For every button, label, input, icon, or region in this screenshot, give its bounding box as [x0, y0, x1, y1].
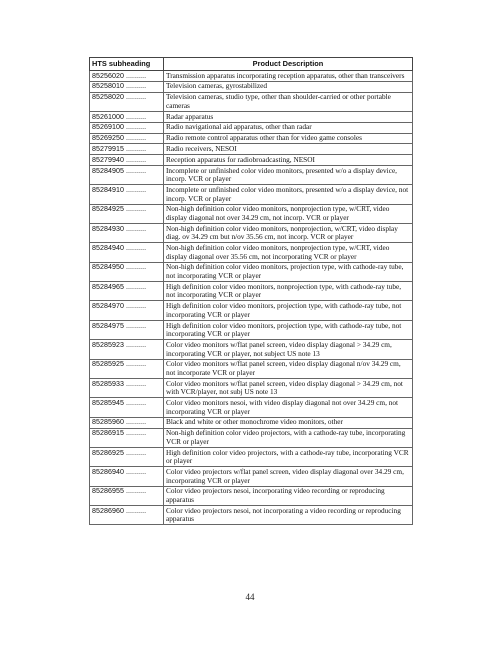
- hts-code-cell: 85261000 ..........: [90, 111, 164, 122]
- hts-code-cell: 85284910 ..........: [90, 185, 164, 204]
- hts-code-cell: 85284970 ..........: [90, 301, 164, 320]
- product-description-cell: Radio receivers, NESOI: [164, 144, 413, 155]
- table-row: [90, 486, 413, 505]
- product-description-cell: High definition color video monitors, projection type, with cathode-ray tube, not incorporating VCR or player: [164, 301, 413, 320]
- hts-code-cell: 85284965 ..........: [90, 282, 164, 301]
- hts-code-cell: 85284940 ..........: [90, 243, 164, 262]
- product-description-cell: Radar apparatus: [164, 111, 413, 122]
- table-row: [90, 155, 413, 166]
- table-body: [90, 71, 413, 525]
- table-row: [90, 506, 413, 525]
- product-description-cell: Black and white or other monochrome video monitors, other: [164, 417, 413, 428]
- product-description-cell: Non-high definition color video monitors, nonprojection type, w/CRT, video display diagonal over 35.56 cm, not incorporating VCR or player: [164, 243, 413, 262]
- table-row: [90, 417, 413, 428]
- hts-code-cell: 85269250 ..........: [90, 133, 164, 144]
- header-hts-subheading: HTS subheading: [90, 58, 164, 71]
- hts-table: [89, 57, 413, 525]
- product-description-cell: Color video monitors w/flat panel screen, video display diagonal n/ov 34.29 cm, not incorporate VCR or player: [164, 359, 413, 378]
- table-row: [90, 133, 413, 144]
- hts-code-cell: 85279915 ..........: [90, 144, 164, 155]
- table-row: [90, 282, 413, 301]
- page-number: 44: [245, 592, 255, 602]
- table-row: [90, 81, 413, 92]
- product-description-cell: Radio navigational aid apparatus, other than radar: [164, 122, 413, 133]
- table-row: [90, 204, 413, 223]
- header-product-description: Product Description: [164, 58, 413, 71]
- table-row: [90, 92, 413, 111]
- hts-code-cell: 85286955 ..........: [90, 486, 164, 505]
- hts-code-cell: 85284950 ..........: [90, 262, 164, 281]
- product-description-cell: Color video projectors nesoi, not incorporating a video recording or reproducing apparatus: [164, 506, 413, 525]
- hts-code-cell: 85285933 ..........: [90, 378, 164, 397]
- product-description-cell: Color video monitors w/flat panel screen, video display diagonal > 34.29 cm, not with VCR/player, not subj US note 13: [164, 378, 413, 397]
- table-row: [90, 398, 413, 417]
- hts-code-cell: 85286915 ..........: [90, 428, 164, 447]
- table-row: [90, 262, 413, 281]
- table-row: [90, 71, 413, 82]
- hts-code-cell: 85286925 ..........: [90, 447, 164, 466]
- product-description-cell: Incomplete or unfinished color video monitors, presented w/o a display device, not incorp. VCR or player: [164, 185, 413, 204]
- table-row: [90, 340, 413, 359]
- table-row: [90, 144, 413, 155]
- hts-code-cell: 85258020 ..........: [90, 92, 164, 111]
- table-row: [90, 111, 413, 122]
- hts-code-cell: 85279940 ..........: [90, 155, 164, 166]
- hts-code-cell: 85284975 ..........: [90, 320, 164, 339]
- hts-code-cell: 85285960 ..........: [90, 417, 164, 428]
- table-row: [90, 243, 413, 262]
- product-description-cell: Television cameras, studio type, other than shoulder-carried or other portable cameras: [164, 92, 413, 111]
- product-description-cell: High definition color video monitors, nonprojection type, with cathode-ray tube, not incorporating VCR or player: [164, 282, 413, 301]
- hts-code-cell: 85258010 ..........: [90, 81, 164, 92]
- product-description-cell: Reception apparatus for radiobroadcasting, NESOI: [164, 155, 413, 166]
- product-description-cell: High definition color video monitors, projection type, with cathode-ray tube, not incorporating VCR or player: [164, 320, 413, 339]
- hts-code-cell: 85284905 ..........: [90, 165, 164, 184]
- product-description-cell: Color video projectors w/flat panel screen, video display diagonal over 34.29 cm, incorporating VCR or player: [164, 467, 413, 486]
- table-row: [90, 122, 413, 133]
- table-row: [90, 320, 413, 339]
- table-row: [90, 223, 413, 242]
- hts-code-cell: 85285925 ..........: [90, 359, 164, 378]
- product-description-cell: Radio remote control apparatus other than for video game consoles: [164, 133, 413, 144]
- product-description-cell: Non-high definition color video monitors, nonprojection, w/CRT, video display diag. ov 34.29 cm but n/ov 35.56 cm, not incorp. VCR or player: [164, 223, 413, 242]
- product-description-cell: Non-high definition color video monitors, projection type, with cathode-ray tube, not incorporating VCR or player: [164, 262, 413, 281]
- product-description-cell: Television cameras, gyrostabilized: [164, 81, 413, 92]
- hts-code-cell: 85286960 ..........: [90, 506, 164, 525]
- table-row: [90, 165, 413, 184]
- hts-code-cell: 85285923 ..........: [90, 340, 164, 359]
- table-row: [90, 378, 413, 397]
- product-description-cell: High definition color video projectors, with a cathode-ray tube, incorporating VCR or player: [164, 447, 413, 466]
- hts-code-cell: 85284925 ..........: [90, 204, 164, 223]
- table-row: [90, 301, 413, 320]
- product-description-cell: Transmission apparatus incorporating reception apparatus, other than transceivers: [164, 71, 413, 82]
- table-row: [90, 447, 413, 466]
- table-row: [90, 185, 413, 204]
- hts-code-cell: 85256020 ..........: [90, 71, 164, 82]
- product-description-cell: Non-high definition color video monitors, nonprojection type, w/CRT, video display diagonal not over 34.29 cm, not incorp. VCR or player: [164, 204, 413, 223]
- product-description-cell: Color video monitors nesoi, with video display diagonal not over 34.29 cm, not incorporating VCR or player: [164, 398, 413, 417]
- product-description-cell: Color video projectors nesoi, incorporating video recording or reproducing apparatus: [164, 486, 413, 505]
- table-header-row: [90, 58, 413, 71]
- product-description-cell: Non-high definition color video projectors, with a cathode-ray tube, incorporating VCR or player: [164, 428, 413, 447]
- product-description-cell: Color video monitors w/flat panel screen, video display diagonal > 34.29 cm, incorporating VCR or player, not subject US note 13: [164, 340, 413, 359]
- hts-code-cell: 85284930 ..........: [90, 223, 164, 242]
- table-row: [90, 359, 413, 378]
- hts-code-cell: 85286940 ..........: [90, 467, 164, 486]
- table-row: [90, 467, 413, 486]
- product-description-cell: Incomplete or unfinished color video monitors, presented w/o a display device, incorp. VCR or player: [164, 165, 413, 184]
- table-row: [90, 428, 413, 447]
- hts-code-cell: 85269100 ..........: [90, 122, 164, 133]
- hts-code-cell: 85285945 ..........: [90, 398, 164, 417]
